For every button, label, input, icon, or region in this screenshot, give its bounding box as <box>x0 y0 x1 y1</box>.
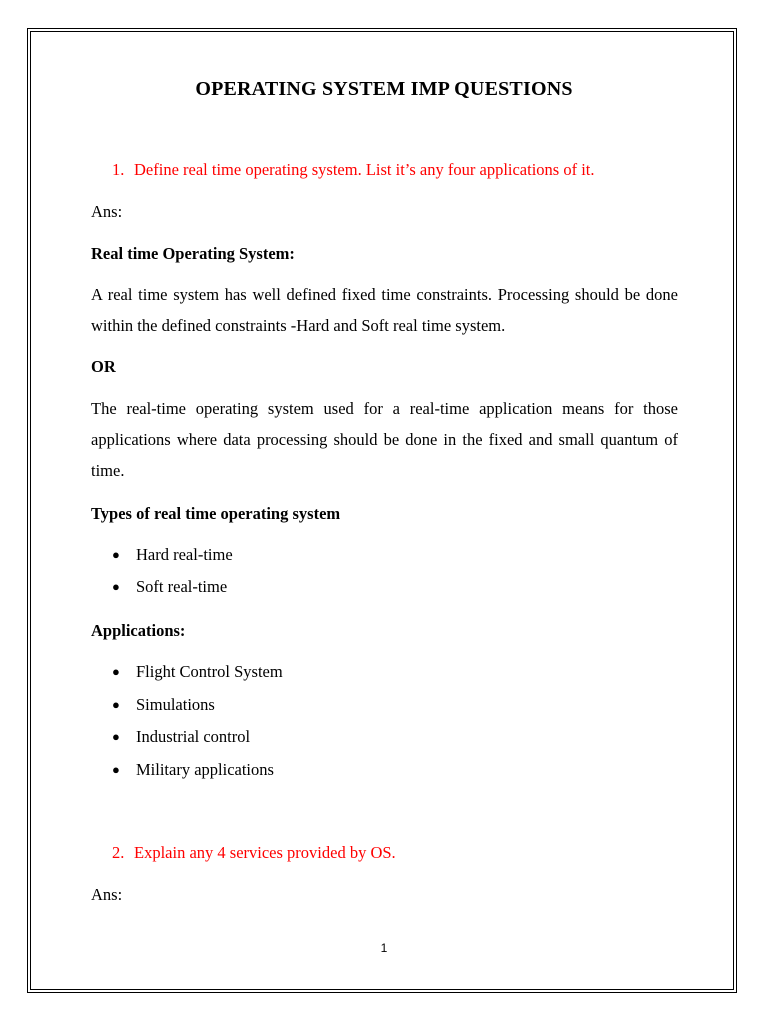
question-2 <box>112 843 396 863</box>
answer-2-label: Ans: <box>91 885 123 904</box>
list-item: ● Hard real-time <box>112 545 233 564</box>
bullet-icon: ● <box>112 579 120 594</box>
question-1-text: Define real time operating system. List it’s any four applications of it. <box>134 160 595 179</box>
list-item: ● Simulations <box>112 695 215 714</box>
question-2-number: 2. <box>112 843 125 862</box>
answer-1-label: Ans: <box>91 202 123 221</box>
list-item: ● Military applications <box>112 760 274 779</box>
bullet-icon: ● <box>112 762 120 777</box>
list-item: ● Soft real-time <box>112 577 228 596</box>
document-title: OPERATING SYSTEM IMP QUESTIONS <box>195 78 573 100</box>
types-heading: Types of real time operating system <box>91 504 341 523</box>
rtos-heading: Real time Operating System: <box>91 244 295 263</box>
rtos-definition-paragraph: A real time system has well defined fixed time constraints. Processing should be done within the defined constraints -Hard and Soft real time system. <box>91 285 678 335</box>
or-label: OR <box>91 357 116 376</box>
question-1-number: 1. <box>112 160 125 179</box>
rtos-alternate-definition-paragraph: The real-time operating system used for a real-time application means for those applications where data processing should be done in the fixed and small quantum of time. <box>91 399 678 480</box>
bullet-icon: ● <box>112 697 120 712</box>
applications-heading: Applications: <box>91 621 186 640</box>
list-item: ● Industrial control <box>112 727 251 746</box>
list-item: ● Flight Control System <box>112 662 283 681</box>
question-1 <box>112 160 595 180</box>
question-2-text: Explain any 4 services provided by OS. <box>134 843 396 862</box>
bullet-icon: ● <box>112 729 120 744</box>
page-number: 1 <box>380 941 388 955</box>
bullet-icon: ● <box>112 547 120 562</box>
bullet-icon: ● <box>112 664 120 679</box>
